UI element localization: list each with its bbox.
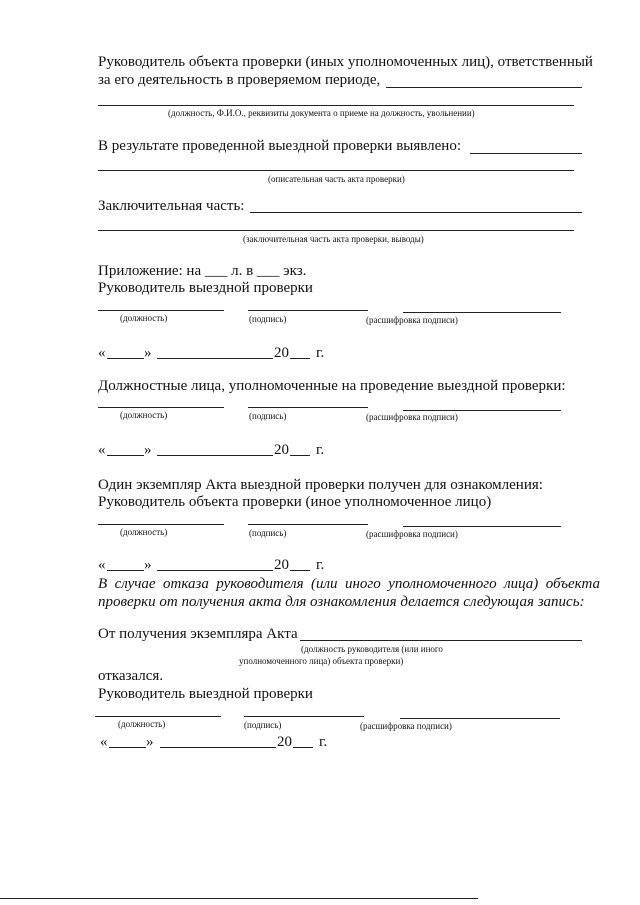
refusal-note-line1: В случае отказа руководителя (или иного уполномоченного лица) объекта (98, 576, 600, 592)
result-caption: (описательная часть акта проверки) (268, 174, 405, 184)
month-field[interactable] (157, 358, 273, 359)
inspection-head-label: Руководитель выездной проверки (98, 280, 313, 296)
signature-decoding-field[interactable] (400, 718, 560, 719)
from-receipt-caption-2: уполномоченного лица) объекта проверки) (239, 656, 404, 666)
responsible-person-line1: Руководитель объекта проверки (иных уполномоченных лиц), ответственный (98, 54, 593, 70)
officials-text: Должностные лица, уполномоченные на проведение выездной проверки: (98, 378, 566, 394)
refusal-note-line2: проверки от получения акта для ознакомления делается следующая запись: (98, 594, 585, 610)
result-field-1[interactable] (470, 153, 582, 154)
year-prefix: 20 (274, 442, 289, 458)
year-prefix: 20 (274, 557, 289, 573)
result-text: В результате проведенной выездной проверки выявлено: (98, 138, 461, 154)
year-suffix: г. (319, 734, 328, 750)
year-suffix: г. (316, 345, 325, 361)
year-prefix: 20 (277, 734, 292, 750)
conclusion-field-2[interactable] (98, 230, 574, 231)
decoding-caption: (расшифровка подписи) (366, 412, 458, 422)
signature-caption: (подпись) (244, 720, 282, 730)
conclusion-caption: (заключительная часть акта проверки, выводы) (243, 234, 424, 244)
conclusion-text: Заключительная часть: (98, 198, 245, 214)
from-receipt-field[interactable] (300, 640, 582, 641)
date-close-quote: » (146, 734, 154, 750)
signature-field[interactable] (248, 310, 368, 311)
date-close-quote: » (144, 442, 152, 458)
copy-received-line1: Один экземпляр Акта выездной проверки получен для ознакомления: (98, 477, 543, 493)
position-caption: (должность) (120, 527, 168, 537)
year-field[interactable] (290, 455, 310, 456)
day-field[interactable] (107, 455, 144, 456)
position-field[interactable] (95, 716, 221, 717)
month-field[interactable] (160, 747, 276, 748)
refused-text: отказался. (98, 668, 164, 684)
signature-field[interactable] (248, 524, 368, 525)
date-open-quote: « (98, 345, 106, 361)
signature-caption: (подпись) (249, 411, 287, 421)
month-field[interactable] (157, 455, 273, 456)
date-open-quote: « (100, 734, 108, 750)
position-field[interactable] (98, 310, 224, 311)
appendix-text: Приложение: на ___ л. в ___ экз. (98, 263, 307, 279)
from-receipt-caption-1: (должность руководителя (или иного (301, 644, 443, 654)
day-field[interactable] (107, 358, 144, 359)
year-prefix: 20 (274, 345, 289, 361)
day-field[interactable] (109, 747, 146, 748)
position-caption: (должность) (120, 410, 168, 420)
position-field[interactable] (98, 407, 224, 408)
date-close-quote: » (144, 557, 152, 573)
year-suffix: г. (316, 557, 325, 573)
signature-decoding-field[interactable] (403, 526, 561, 527)
inspection-head-label-2: Руководитель выездной проверки (98, 686, 313, 702)
position-field[interactable] (98, 524, 224, 525)
responsible-person-details-field[interactable] (98, 105, 574, 106)
footer-rule (0, 898, 478, 899)
month-field[interactable] (157, 570, 273, 571)
copy-received-line2: Руководитель объекта проверки (иное уполномоченное лицо) (98, 494, 492, 510)
conclusion-field-1[interactable] (250, 212, 582, 213)
from-receipt-text: От получения экземпляра Акта (98, 626, 298, 642)
responsible-person-field[interactable] (386, 87, 582, 88)
decoding-caption: (расшифровка подписи) (360, 721, 452, 731)
responsible-person-line2: за его деятельность в проверяемом периоде, (98, 72, 381, 88)
year-suffix: г. (316, 442, 325, 458)
position-caption: (должность) (118, 719, 166, 729)
signature-caption: (подпись) (249, 314, 287, 324)
date-open-quote: « (98, 442, 106, 458)
position-caption: (должность) (120, 313, 168, 323)
year-field[interactable] (290, 570, 310, 571)
day-field[interactable] (107, 570, 144, 571)
date-open-quote: « (98, 557, 106, 573)
signature-decoding-field[interactable] (403, 410, 561, 411)
signature-caption: (подпись) (249, 528, 287, 538)
signature-decoding-field[interactable] (403, 312, 561, 313)
date-close-quote: » (144, 345, 152, 361)
year-field[interactable] (293, 747, 313, 748)
responsible-person-caption: (должность, Ф.И.О., реквизиты документа о приеме на должность, увольнении) (168, 108, 475, 118)
result-field-2[interactable] (98, 170, 574, 171)
decoding-caption: (расшифровка подписи) (366, 315, 458, 325)
year-field[interactable] (290, 358, 310, 359)
decoding-caption: (расшифровка подписи) (366, 529, 458, 539)
signature-field[interactable] (244, 716, 364, 717)
signature-field[interactable] (248, 407, 368, 408)
